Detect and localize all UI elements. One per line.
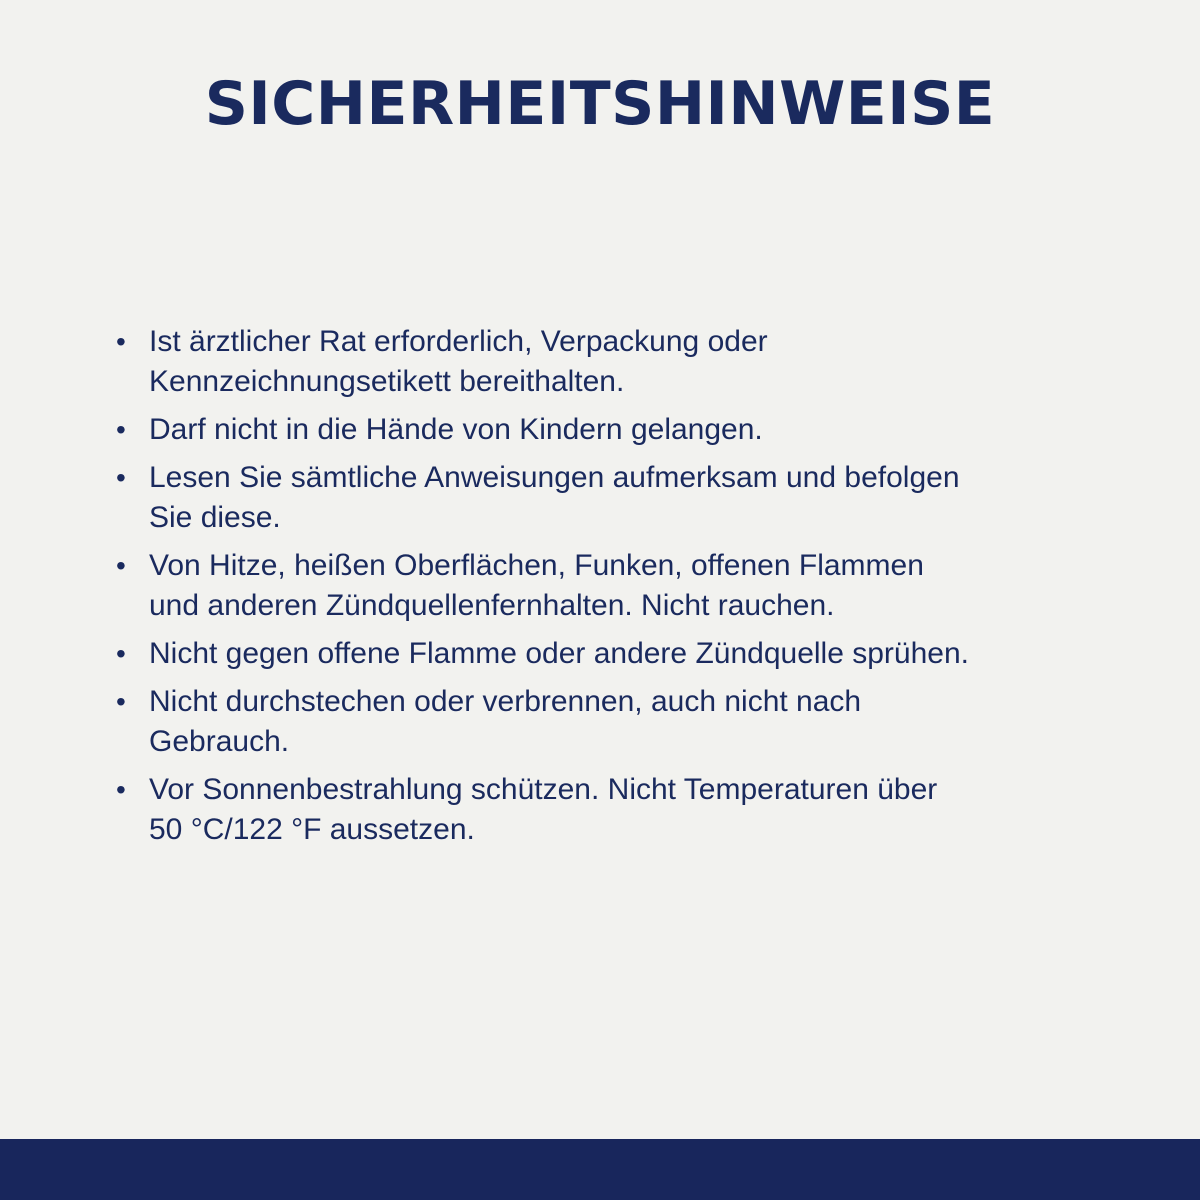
note-line: Gebrauch.: [149, 725, 290, 758]
note-line: Nicht gegen offene Flamme oder andere Zündquelle sprühen.: [149, 637, 969, 670]
list-item: [112, 410, 1102, 450]
list-item: [112, 770, 1102, 850]
note-line: Ist ärztlicher Rat erforderlich, Verpackung oder: [149, 325, 768, 358]
bullet-icon: •: [116, 774, 126, 805]
note-line: Sie diese.: [149, 501, 281, 534]
note-line: Lesen Sie sämtliche Anweisungen aufmerksam und befolgen: [149, 461, 960, 494]
list-item: [112, 634, 1102, 674]
bullet-icon: •: [116, 462, 126, 493]
bullet-icon: •: [116, 414, 126, 445]
safety-notes-list: [112, 322, 1102, 858]
bullet-icon: •: [116, 686, 126, 717]
bullet-icon: •: [116, 326, 126, 357]
footer-bar: [0, 1139, 1200, 1200]
list-item: [112, 322, 1102, 402]
note-line: Nicht durchstechen oder verbrennen, auch nicht nach: [149, 685, 862, 718]
note-line: Kennzeichnungsetikett bereithalten.: [149, 365, 625, 398]
note-line: und anderen Zündquellenfernhalten. Nicht rauchen.: [149, 589, 835, 622]
bullet-icon: •: [116, 550, 126, 581]
note-line: 50 °C/122 °F aussetzen.: [149, 813, 475, 846]
list-item: [112, 458, 1102, 538]
note-line: Darf nicht in die Hände von Kindern gelangen.: [149, 413, 763, 446]
list-item: [112, 682, 1102, 762]
bullet-icon: •: [116, 638, 126, 669]
page-title: SICHERHEITSHINWEISE: [204, 69, 996, 139]
list-item: [112, 546, 1102, 626]
note-line: Vor Sonnenbestrahlung schützen. Nicht Temperaturen über: [149, 773, 938, 806]
note-line: Von Hitze, heißen Oberflächen, Funken, offenen Flammen: [149, 549, 924, 582]
